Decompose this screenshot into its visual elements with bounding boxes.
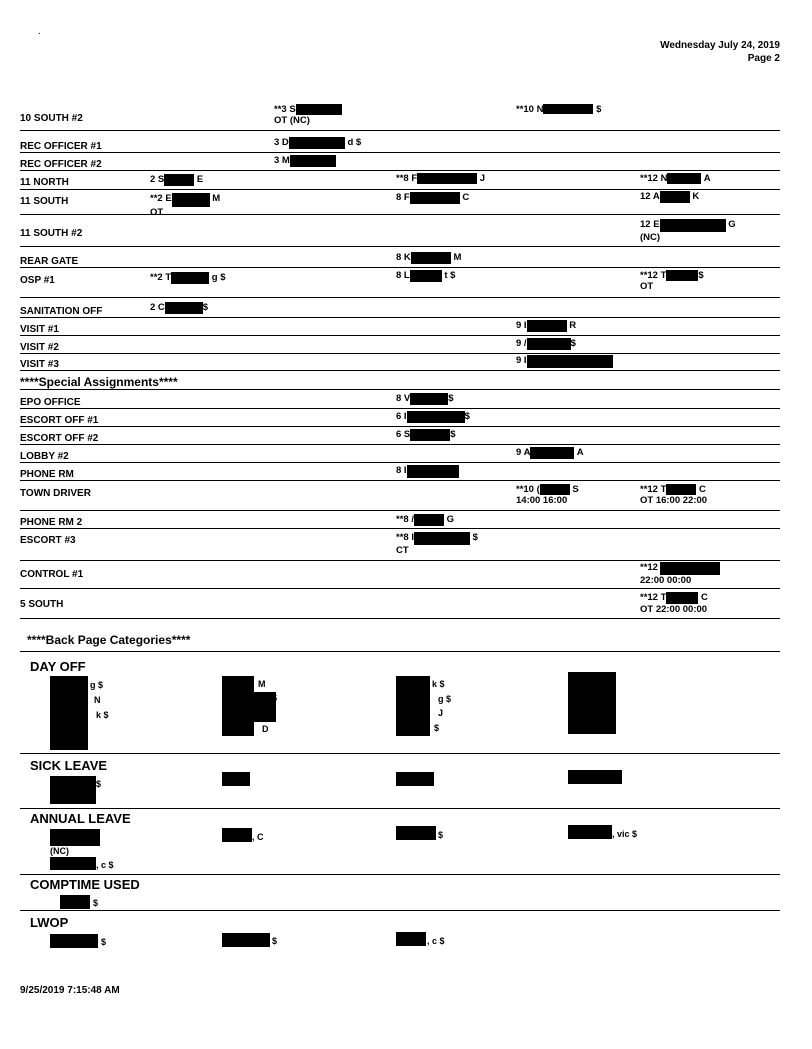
table-row — [20, 411, 780, 427]
list-item: $ — [93, 898, 99, 908]
row-label: 11 NORTH — [20, 177, 69, 188]
print-timestamp: 9/25/2019 7:15:48 AM — [20, 985, 120, 996]
row-label: TOWN DRIVER — [20, 488, 91, 499]
row-label: CONTROL #1 — [20, 569, 84, 580]
cell: 8 V $ — [396, 393, 454, 404]
redaction — [396, 826, 436, 840]
row-label: 11 SOUTH #2 — [20, 228, 83, 239]
redaction — [222, 772, 250, 786]
cell: 8 L t $ — [396, 270, 456, 281]
row-label: 11 SOUTH — [20, 196, 69, 207]
list-item: $ — [438, 830, 444, 840]
row-label: PHONE RM — [20, 469, 74, 480]
cell: **2 T g $ — [150, 272, 226, 283]
row-label: SANITATION OFF — [20, 306, 103, 317]
cell: 9 I R — [516, 320, 577, 331]
list-item: r $ — [90, 779, 102, 789]
table-row — [20, 252, 780, 268]
cell: 6 S $ — [396, 429, 456, 440]
annual-title: ANNUAL LEAVE — [30, 811, 131, 826]
row-label: LOBBY #2 — [20, 451, 69, 462]
list-item: N — [94, 695, 101, 705]
redaction — [568, 672, 616, 734]
redaction — [60, 895, 90, 909]
row-label: VISIT #2 — [20, 342, 59, 353]
cell: 12 E G (NC) — [640, 219, 736, 243]
table-row — [20, 173, 780, 190]
list-item: D — [262, 724, 269, 734]
divider — [20, 910, 780, 911]
cell: **12 22:00 00:00 — [640, 562, 720, 586]
list-item: , c $ — [427, 936, 445, 946]
table-row — [20, 338, 780, 354]
cell: 9 / $ — [516, 338, 576, 349]
redaction — [50, 676, 88, 750]
stray-mark: . — [38, 26, 41, 37]
table-row — [20, 355, 780, 371]
row-label: OSP #1 — [20, 275, 55, 286]
redaction — [396, 676, 430, 736]
list-item: J — [438, 708, 444, 718]
table-row — [20, 216, 780, 247]
list-item: , vic $ — [612, 829, 638, 839]
table-row — [20, 429, 780, 445]
table-row — [20, 447, 780, 463]
row-label: REC OFFICER #1 — [20, 141, 102, 152]
redaction — [222, 933, 270, 947]
row-label: EPO OFFICE — [20, 397, 81, 408]
divider — [20, 808, 780, 809]
list-item: , C — [252, 832, 264, 842]
cell: 9 A A — [516, 447, 584, 458]
page-number: Page 2 — [747, 53, 780, 64]
table-row — [20, 512, 780, 529]
cell: **10 N $ — [516, 104, 602, 115]
row-label: ESCORT #3 — [20, 535, 76, 546]
cell: 8 F C — [396, 192, 470, 203]
redaction — [568, 770, 622, 784]
cell: **8 I $ CT — [396, 532, 478, 556]
table-row — [20, 530, 780, 561]
row-label: REC OFFICER #2 — [20, 159, 102, 170]
section-heading — [20, 373, 780, 390]
redaction — [222, 676, 254, 736]
cell: 6 I $ — [396, 411, 470, 422]
list-item: $ — [272, 693, 278, 703]
cell: 3 D d $ — [274, 137, 362, 148]
cell: **3 S OT (NC) — [274, 104, 342, 126]
redaction — [50, 829, 100, 846]
dayoff-title: DAY OFF — [30, 659, 86, 674]
cell: **12 T C OT 16:00 22:00 — [640, 484, 708, 506]
redaction — [222, 828, 252, 842]
list-item: , c $ — [96, 860, 114, 870]
list-item: M — [258, 679, 266, 689]
redaction — [396, 772, 434, 786]
redaction — [50, 857, 96, 870]
sick-title: SICK LEAVE — [30, 758, 108, 773]
row-label: VISIT #1 — [20, 324, 59, 335]
table-row — [20, 104, 780, 131]
row-label: PHONE RM 2 — [20, 517, 83, 528]
report-date: Wednesday July 24, 2019 — [660, 40, 780, 51]
list-item: (NC) — [50, 846, 69, 856]
cell: 2 C $ — [150, 302, 209, 313]
redaction — [50, 934, 98, 948]
row-label: VISIT #3 — [20, 359, 59, 370]
row-label: ESCORT OFF #1 — [20, 415, 99, 426]
cell: 9 I — [516, 355, 613, 368]
list-item: k $ — [432, 679, 445, 689]
table-row — [20, 302, 780, 318]
redaction — [396, 932, 426, 946]
table-row — [20, 393, 780, 409]
back-page-heading: ****Back Page Categories**** — [27, 633, 191, 647]
cell: 3 M — [274, 155, 336, 167]
cell: **8 F J — [396, 173, 486, 184]
cell: **2 E M OT — [150, 193, 221, 218]
cell: 2 S E — [150, 174, 204, 185]
row-label: 5 SOUTH — [20, 599, 64, 610]
row-label: ESCORT OFF #2 — [20, 433, 99, 444]
table-row — [20, 590, 780, 619]
row-label: 10 SOUTH #2 — [20, 113, 83, 124]
lwop-title: LWOP — [30, 915, 69, 930]
table-row — [20, 560, 780, 589]
cell: 12 A K — [640, 191, 700, 202]
cell: **12 T $ OT — [640, 270, 704, 292]
cell: **12 N A — [640, 173, 711, 184]
list-item: $ — [434, 723, 440, 733]
table-row — [20, 465, 780, 481]
redaction — [568, 825, 612, 839]
table-row — [20, 155, 780, 171]
cell: **10 ( S 14:00 16:00 — [516, 484, 579, 506]
divider — [20, 651, 780, 652]
cell: **8 / G — [396, 514, 454, 525]
table-row — [20, 137, 780, 153]
list-item: k $ — [96, 710, 109, 720]
table-row — [20, 191, 780, 218]
divider — [20, 753, 780, 754]
comptime-title: COMPTIME USED — [30, 877, 140, 892]
divider — [20, 874, 780, 875]
cell: 8 K M — [396, 252, 462, 263]
list-item: g $ — [90, 680, 104, 690]
special-assignments-heading: ****Special Assignments**** — [20, 375, 178, 389]
table-row — [20, 482, 780, 511]
list-item: $ — [101, 937, 107, 947]
cell: 8 I — [396, 465, 459, 478]
table-row — [20, 270, 780, 298]
list-item: $ — [272, 936, 278, 946]
list-item: g $ — [438, 694, 452, 704]
row-label: REAR GATE — [20, 256, 79, 267]
table-row — [20, 320, 780, 336]
cell: **12 T C OT 22:00 00:00 — [640, 592, 708, 615]
